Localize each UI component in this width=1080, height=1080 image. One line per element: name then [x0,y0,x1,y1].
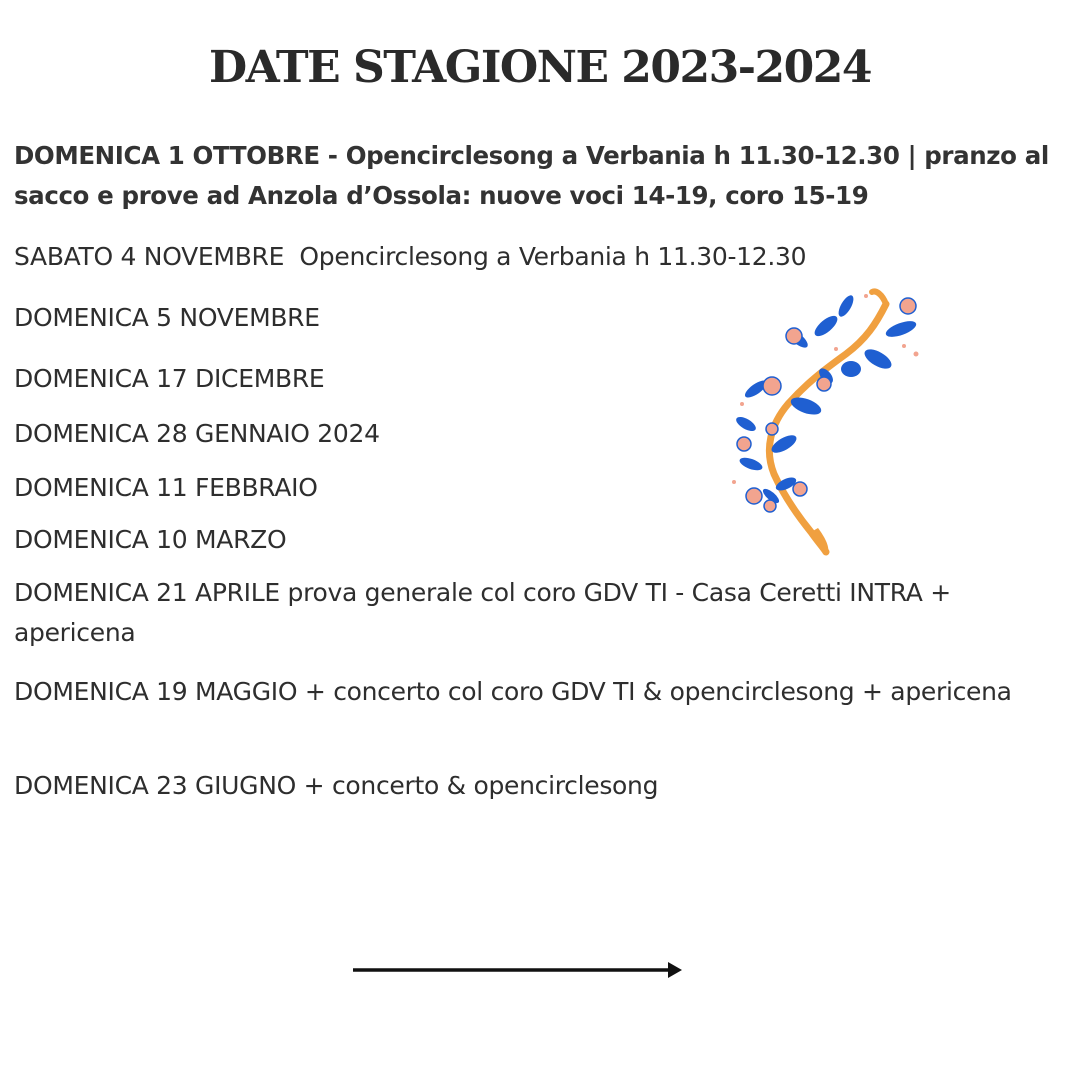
date-entry-7: DOMENICA 10 MARZO [14,525,287,554]
date-entry-3: DOMENICA 5 NOVEMBRE [14,303,320,332]
date-entry-1: DOMENICA 1 OTTOBRE - Opencirclesong a Verbania h 11.30-12.30 | pranzo al sacco e prove ad Anzola d’Ossola: nuove voci 14-19, coro 15-19 [14,141,1057,210]
date-entry-2: SABATO 4 NOVEMBRE Opencirclesong a Verbania h 11.30-12.30 [14,242,807,271]
date-entry-4: DOMENICA 17 DICEMBRE [14,364,325,393]
page-title: DATE STAGIONE 2023-2024 [209,42,871,93]
right-arrow-icon[interactable] [350,958,685,982]
date-entry-10: DOMENICA 23 GIUGNO + concerto & opencirclesong [14,771,659,800]
date-entry-5: DOMENICA 28 GENNAIO 2024 [14,419,380,448]
flower-branch-illustration [726,284,926,560]
date-entry-8: DOMENICA 21 APRILE prova generale col coro GDV TI - Casa Ceretti INTRA + apericena [14,578,959,647]
date-entry-9: DOMENICA 19 MAGGIO + concerto col coro GDV TI & opencirclesong + apericena [14,677,1012,706]
date-entry-6: DOMENICA 11 FEBBRAIO [14,473,318,502]
